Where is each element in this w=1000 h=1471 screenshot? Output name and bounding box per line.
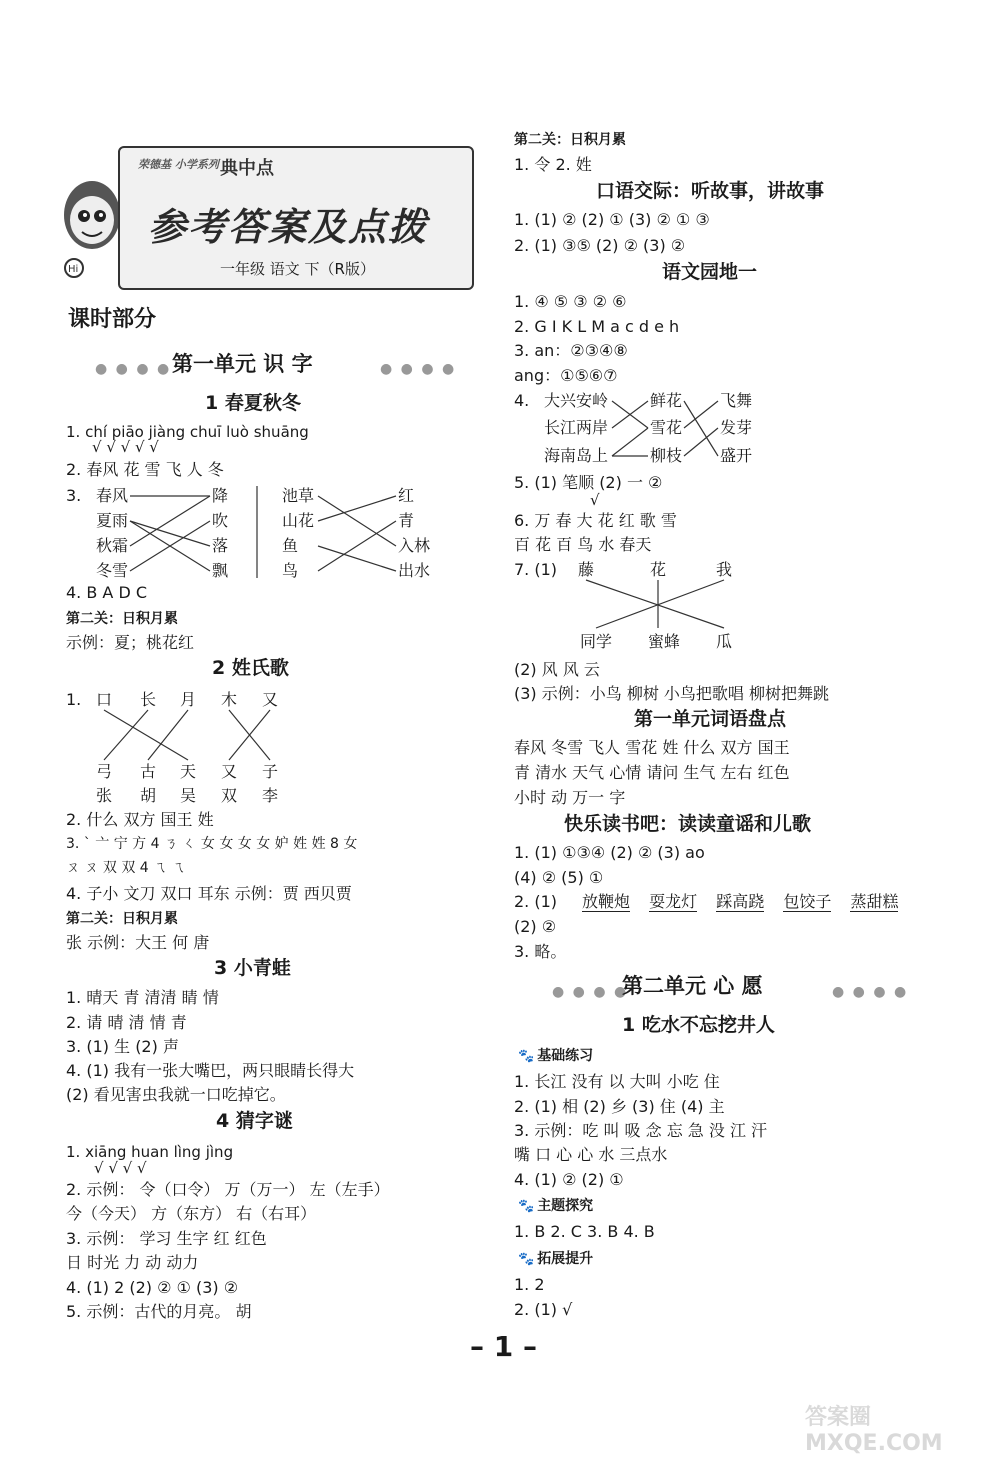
match-item: 秋霜 [96, 536, 129, 555]
read-2-label: 2. (1) [514, 892, 558, 911]
match-item: 我 [716, 560, 733, 579]
match-item: 降 [212, 486, 229, 505]
l1-goal: 第二关：日积月累 [66, 611, 178, 627]
basic-4: 4. (1) ② (2) ① [514, 1170, 624, 1189]
match-item: 冬雪 [96, 561, 129, 580]
match-item: 飘 [212, 561, 229, 580]
theme-1: 1. B 2. C 3. B 4. B [514, 1222, 655, 1241]
match-item: 飞舞 [720, 391, 753, 410]
basic-3b: 嘴 口 心 心 水 三点水 [514, 1145, 668, 1164]
unit2-title: 第二单元 心 愿 [622, 974, 763, 998]
l3-q1: 1. 晴天 青 清清 睛 情 [66, 988, 219, 1007]
underlined-answer: 包饺子 [783, 892, 832, 911]
match-item: 胡 [140, 786, 157, 805]
garden-2: 2. G I K L M a c d e h [514, 317, 680, 336]
brand-large: 典中点 [220, 158, 274, 179]
u2-lesson1-title: 1 吃水不忘挖井人 [622, 1014, 775, 1036]
garden-3b: ang：①⑤⑥⑦ [514, 366, 618, 385]
garden-5: 5. (1) 笔顺 (2) 一 ② [514, 473, 663, 492]
l4-q4: 4. (1) 2 (2) ② ① (3) ② [66, 1278, 239, 1297]
l2-q2: 2. 什么 双方 国王 姓 [66, 810, 214, 829]
garden-6b: 百 花 百 鸟 水 春天 [514, 535, 652, 554]
l4-q5: 5. 示例：古代的月亮。 胡 [66, 1302, 252, 1321]
svg-text:Hi: Hi [68, 264, 79, 275]
lesson1-title: 1 春夏秋冬 [205, 392, 301, 414]
l4-q1: 1. xiāng huan lìng jìng [66, 1143, 234, 1161]
oral-title: 口语交际：听故事，讲故事 [596, 180, 825, 202]
match-item: 雪花 [650, 418, 683, 437]
paw-icon: 🐾 [518, 1199, 535, 1214]
match-item: 吹 [212, 511, 229, 530]
l2-goal: 第二关：日积月累 [66, 911, 178, 927]
underlined-answer: 耍龙灯 [649, 892, 698, 911]
match-item: 又 [262, 690, 279, 709]
section-title: 课时部分 [68, 307, 157, 332]
underlined-answer: 踩高跷 [716, 892, 765, 911]
match-item: 月 [180, 690, 197, 709]
match-item: 鱼 [282, 536, 299, 555]
words-3: 小时 动 万一 字 [514, 788, 626, 807]
l4-q2b: 今（今天） 方（东方） 右（右耳） [66, 1204, 317, 1223]
garden-7c: (3) 示例：小鸟 柳树 小鸟把歌唱 柳树把舞跳 [514, 684, 830, 703]
read-3: 3. 略。 [514, 942, 567, 961]
match-item: 春风 [96, 486, 129, 505]
dots-decor: ● ● ● ● [832, 984, 909, 1000]
theme-heading: 🐾 主题探究 [518, 1198, 594, 1214]
match-item: 子 [262, 762, 279, 781]
garden-3a: 3. an：②③④⑧ [514, 341, 628, 360]
banner-subtitle: 一年级 语文 下（R版） [220, 260, 375, 278]
garden-7-label: 7. (1) [514, 560, 558, 579]
l4-q2a: 2. 示例： 令（口令） 万（万一） 左（左手） [66, 1180, 390, 1199]
l3-q2: 2. 请 晴 清 情 青 [66, 1013, 187, 1032]
l1-example: 示例：夏；桃花红 [66, 633, 195, 652]
match-item: 瓜 [716, 632, 733, 651]
match-item: 山花 [282, 511, 315, 530]
dots-decor: ● ● ● ● [380, 361, 457, 377]
garden-title: 语文园地一 [662, 261, 758, 283]
r-q12: 1. 令 2. 姓 [514, 155, 592, 174]
ext-1: 1. 2 [514, 1275, 545, 1294]
match-item: 落 [212, 536, 229, 555]
brand-small: 荣德基 小学系列 [138, 158, 219, 171]
match-item: 张 [96, 786, 113, 805]
check-marks: √ √ √ √ [94, 1159, 147, 1177]
l1-q2: 2. 春风 花 雪 飞 人 冬 [66, 460, 224, 479]
garden-1: 1. ④ ⑤ ③ ② ⑥ [514, 292, 627, 311]
words-title: 第一单元词语盘点 [634, 708, 787, 730]
basic-heading: 🐾 基础练习 [518, 1048, 594, 1064]
match-item: 大兴安岭 [544, 391, 609, 410]
l2-q4: 4. 子小 文刀 双口 耳东 示例：贾 西贝贾 [66, 884, 352, 903]
match-item: 吴 [180, 786, 197, 805]
match-lines [0, 0, 490, 800]
match-item: 池草 [282, 486, 315, 505]
l2-example: 张 示例：大王 何 唐 [66, 933, 210, 952]
match-item: 海南岛上 [544, 446, 609, 465]
match-item: 藤 [578, 560, 595, 579]
match-item: 盛开 [720, 446, 753, 465]
words-1: 春风 冬雪 飞人 雪花 姓 什么 双方 国王 [514, 738, 790, 757]
match-item: 青 [398, 511, 415, 530]
basic-2: 2. (1) 相 (2) 乡 (3) 住 (4) 主 [514, 1097, 725, 1116]
match-item: 李 [262, 786, 279, 805]
match-item: 鲜花 [650, 391, 683, 410]
lesson3-title: 3 小青蛙 [214, 957, 291, 979]
l4-q3b: 日 时光 力 动 动力 [66, 1253, 199, 1272]
q1-label: 1. [66, 690, 82, 709]
r-goal: 第二关：日积月累 [514, 132, 626, 148]
q3-label: 3. [66, 486, 82, 505]
underlined-answer: 放鞭炮 [582, 892, 631, 911]
lesson4-title: 4 猜字谜 [216, 1110, 293, 1132]
oral-1: 1. (1) ② (2) ① (3) ② ① ③ [514, 210, 710, 229]
match-item: 双 [221, 786, 238, 805]
reading-title: 快乐读书吧：读读童谣和儿歌 [564, 813, 812, 835]
paw-icon: 🐾 [518, 1049, 535, 1064]
l3-q4a: 4. (1) 我有一张大嘴巴，两只眼睛长得大 [66, 1061, 355, 1080]
words-2: 青 清水 天气 心情 请问 生气 左右 红色 [514, 763, 790, 782]
q4-label: 4. [514, 391, 530, 410]
match-item: 口 [96, 690, 113, 709]
match-item: 同学 [580, 632, 613, 651]
watermark: 答案圈 MXQE.COM [805, 1405, 943, 1456]
unit1-title: 第一单元 识 字 [172, 352, 313, 376]
basic-3a: 3. 示例：吃 叫 吸 念 忘 急 没 江 汗 [514, 1121, 768, 1140]
dots-decor: ● ● ● ● [95, 361, 172, 377]
oral-2: 2. (1) ③⑤ (2) ② (3) ② [514, 236, 686, 255]
l3-q3: 3. (1) 生 (2) 声 [66, 1037, 179, 1056]
lesson2-title: 2 姓氏歌 [212, 657, 289, 679]
banner-title: 参考答案及点拨 [148, 204, 429, 249]
garden-6a: 6. 万 春 大 花 红 歌 雪 [514, 511, 677, 530]
l2-q3b: ㄡ ㄡ 双 双 4 ㄟ ㄟ [66, 860, 186, 876]
l2-q3a: 3. ˋ 亠 宁 方 4 ㄋ ㄑ 女 女 女 女 妒 姓 姓 8 女 [66, 836, 358, 852]
dots-decor: ● ● ● ● [552, 984, 629, 1000]
match-item: 长江两岸 [544, 418, 609, 437]
ext-heading: 🐾 拓展提升 [518, 1251, 594, 1267]
match-item: 夏雨 [96, 511, 129, 530]
garden-7b: (2) 风 风 云 [514, 660, 600, 679]
match-item: 天 [180, 762, 197, 781]
ext-2: 2. (1) √ [514, 1300, 573, 1319]
read-1b: (4) ② (5) ① [514, 868, 604, 887]
l1-q4: 4. B A D C [66, 583, 148, 602]
check-mark: √ [590, 491, 600, 509]
match-item: 柳枝 [650, 446, 683, 465]
match-item: 花 [650, 560, 667, 579]
match-item: 木 [221, 690, 238, 709]
match-item: 古 [140, 762, 157, 781]
match-item: 红 [398, 486, 415, 505]
match-item: 出水 [398, 561, 431, 580]
match-lines [492, 0, 1000, 660]
match-item: 入林 [398, 536, 431, 555]
basic-1: 1. 长江 没有 以 大叫 小吃 住 [514, 1072, 720, 1091]
match-item: 又 [221, 762, 238, 781]
paw-icon: 🐾 [518, 1252, 535, 1267]
page-number: – 1 – [470, 1330, 537, 1363]
l4-q3a: 3. 示例： 学习 生字 红 红色 [66, 1229, 267, 1248]
read-2b: (2) ② [514, 917, 557, 936]
match-item: 弓 [96, 762, 113, 781]
match-item: 长 [140, 690, 157, 709]
match-item: 鸟 [282, 561, 299, 580]
read-1a: 1. (1) ①③④ (2) ② (3) ao [514, 843, 705, 862]
l1-q1: 1. chí piāo jiàng chuī luò shuāng [66, 423, 309, 441]
underlined-answer: 蒸甜糕 [850, 892, 899, 911]
read-2-items [582, 892, 912, 912]
match-item: 发芽 [720, 418, 753, 437]
check-marks: √ √ √ √ √ [92, 438, 159, 456]
match-item: 蜜蜂 [648, 632, 681, 651]
l3-q4b: (2) 看见害虫我就一口吃掉它。 [66, 1085, 286, 1104]
